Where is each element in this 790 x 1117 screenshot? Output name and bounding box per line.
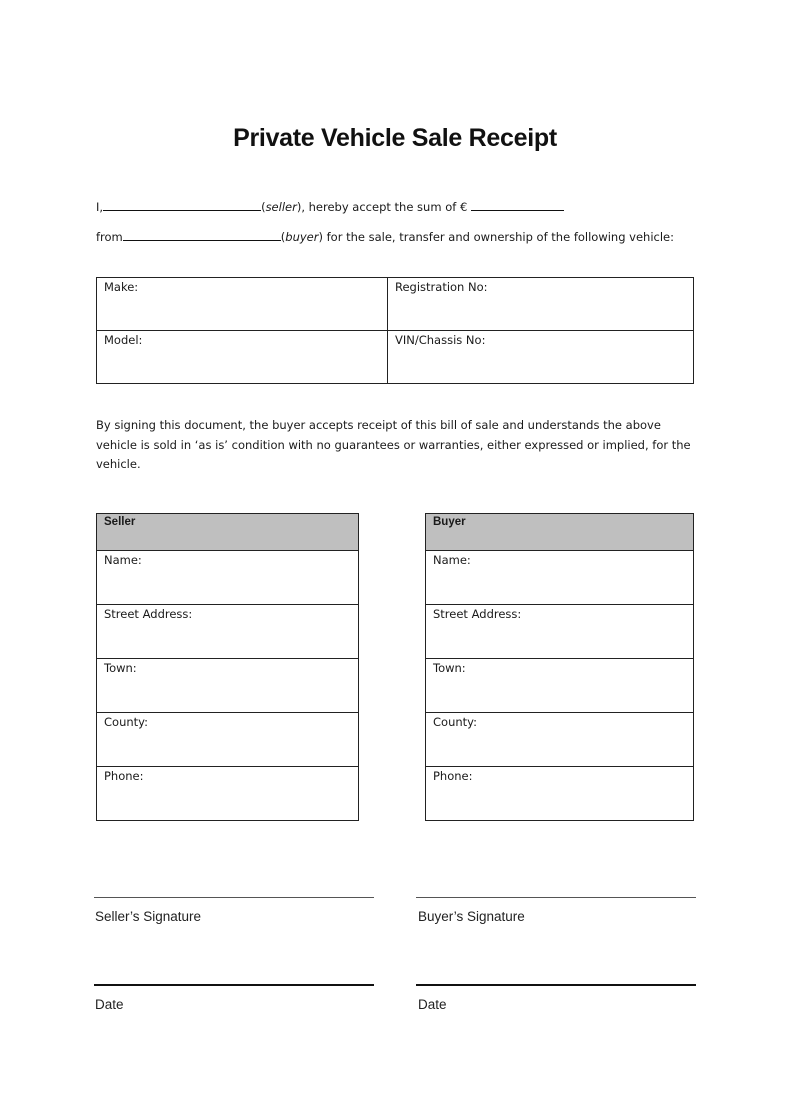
buyer-name-field[interactable]: Name: [426, 551, 693, 605]
buyer-phone-field[interactable]: Phone: [433, 769, 473, 783]
seller-table-header: Seller [97, 514, 358, 551]
paren: ( [261, 200, 266, 214]
line2-suffix: ) for the sale, transfer and ownership of the following vehicle: [318, 230, 675, 244]
buyer-table [425, 513, 694, 821]
buyer-county-field[interactable]: County: [426, 713, 693, 767]
buyer-town-field[interactable]: Town: [426, 659, 693, 713]
make-label: Make: [104, 280, 139, 294]
line1-prefix: I, [96, 200, 104, 214]
buyer-table-header: Buyer [426, 514, 693, 551]
seller-signature-label: Seller’s Signature [95, 909, 202, 924]
line1-middle: ), hereby accept the sum of € [296, 200, 468, 214]
registration-label: Registration No: [395, 280, 488, 294]
buyer-date-label: Date [418, 997, 447, 1012]
vin-label: VIN/Chassis No: [395, 333, 486, 347]
vin-field[interactable] [388, 331, 693, 383]
registration-field[interactable] [388, 278, 693, 330]
seller-name-field[interactable]: Name: [97, 551, 358, 605]
buyer-date-line[interactable] [416, 984, 696, 986]
buyer-line [96, 230, 674, 244]
buyer-role: buyer [285, 230, 319, 244]
seller-town-field[interactable]: Town: [97, 659, 358, 713]
vehicle-details-table [96, 277, 694, 384]
disclaimer-paragraph: By signing this document, the buyer accepts receipt of this bill of sale and understands the above vehicle is sold in ‘as is’ condition with no guarantees or warranties, either expressed or implied, for the vehicle. [96, 418, 691, 471]
paren: ( [280, 230, 286, 244]
buyer-name-blank[interactable] [123, 230, 281, 241]
seller-table [96, 513, 359, 821]
seller-name-blank[interactable] [103, 200, 261, 211]
buyer-signature-line[interactable] [416, 897, 696, 898]
seller-street-field[interactable]: Street Address: [97, 605, 358, 659]
seller-date-label: Date [95, 997, 124, 1012]
seller-role: seller [265, 200, 297, 214]
seller-signature-line[interactable] [94, 897, 374, 898]
buyer-signature-label: Buyer’s Signature [418, 909, 525, 924]
model-field[interactable] [97, 331, 387, 383]
line2-prefix: from [96, 230, 123, 244]
sum-blank[interactable] [471, 200, 564, 211]
model-label: Model: [104, 333, 143, 347]
seller-county-field[interactable]: County: [97, 713, 358, 767]
buyer-street-field[interactable]: Street Address: [426, 605, 693, 659]
document-title: Private Vehicle Sale Receipt [233, 124, 557, 152]
make-field[interactable] [97, 278, 387, 330]
seller-phone-field[interactable]: Phone: [104, 769, 144, 783]
seller-acceptance-line [96, 200, 564, 214]
seller-date-line[interactable] [94, 984, 374, 986]
